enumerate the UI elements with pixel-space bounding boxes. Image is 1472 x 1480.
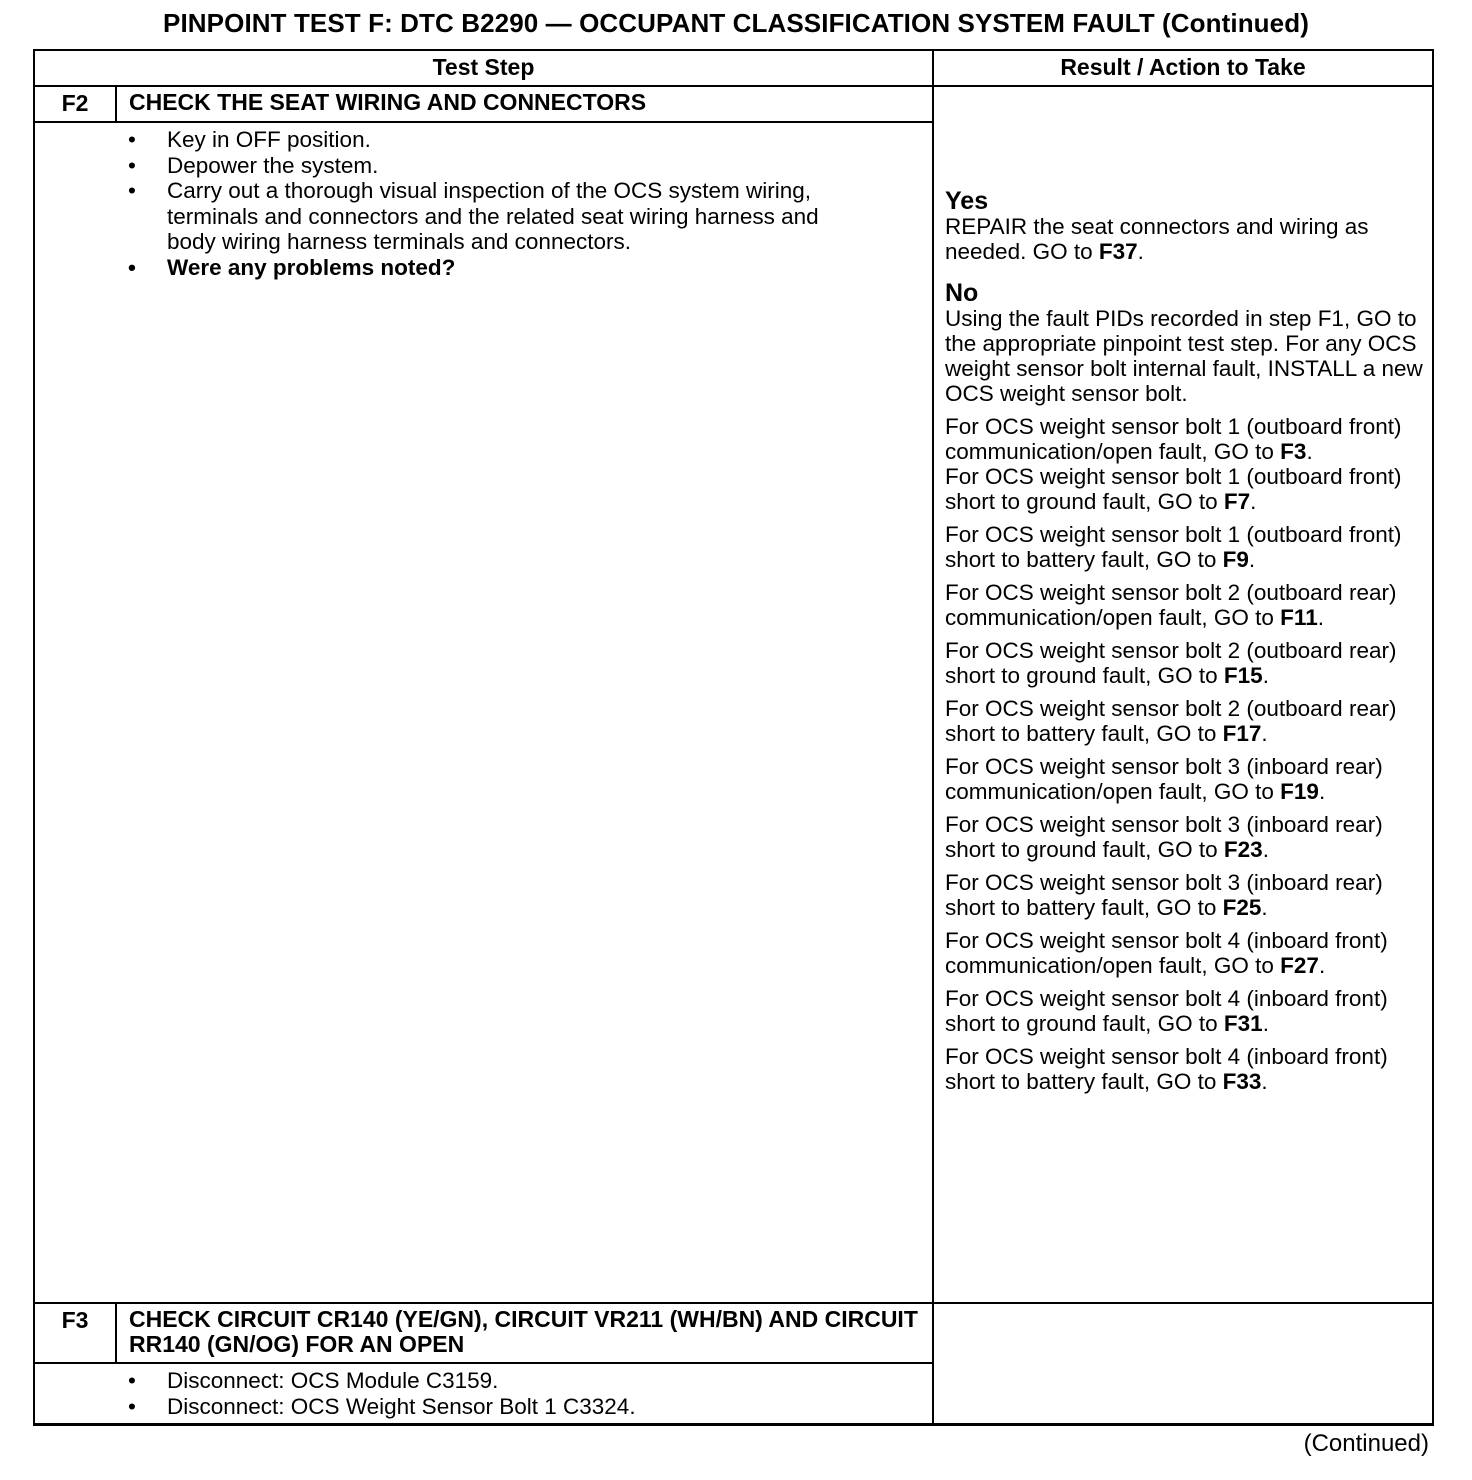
action-item: For OCS weight sensor bolt 4 (inboard front) short to battery fault, GO to F33. xyxy=(945,1044,1388,1094)
yes-text: REPAIR the seat connectors and wiring as needed. GO to xyxy=(945,214,1369,264)
instruction-item: • Key in OFF position. xyxy=(117,127,857,153)
action-text: For OCS weight sensor bolt 1 (outboard front) communication/open fault, GO to xyxy=(945,414,1402,464)
no-intro: Using the fault PIDs recorded in step F1, GO to the appropriate pinpoint test step. For any OCS weight sensor bolt internal fault, INSTALL a new OCS weight sensor bolt. xyxy=(945,306,1423,406)
action-item: For OCS weight sensor bolt 3 (inboard rear) short to ground fault, GO to F23. xyxy=(945,812,1383,862)
result-no xyxy=(945,280,1435,406)
action-ref: F25 xyxy=(1222,895,1262,920)
header-divider xyxy=(33,85,1434,87)
header-result: Result / Action to Take xyxy=(1060,54,1306,80)
action-ref: F31 xyxy=(1223,1011,1263,1036)
action-ref: F9 xyxy=(1222,547,1249,572)
action-text: For OCS weight sensor bolt 3 (inboard rear) short to battery fault, GO to xyxy=(945,870,1383,920)
action-ref: F27 xyxy=(1280,953,1319,978)
action-item: For OCS weight sensor bolt 4 (inboard front) communication/open fault, GO to F27. xyxy=(945,928,1388,978)
step-id-f3: F3 xyxy=(61,1307,89,1333)
yes-ref: F37 xyxy=(1098,239,1138,264)
step-id-divider-f3 xyxy=(115,1303,117,1364)
action-ref: F3 xyxy=(1280,439,1307,464)
step-f2-results xyxy=(945,188,1435,1102)
header-test-step: Test Step xyxy=(432,54,535,80)
f3-title-divider xyxy=(33,1362,933,1364)
action-text: For OCS weight sensor bolt 1 (outboard front) short to ground fault, GO to xyxy=(945,464,1402,514)
action-item: For OCS weight sensor bolt 2 (outboard rear) communication/open fault, GO to F11. xyxy=(945,580,1397,630)
action-text: For OCS weight sensor bolt 3 (inboard rear) short to ground fault, GO to xyxy=(945,812,1383,862)
column-divider xyxy=(932,49,934,1426)
action-ref: F19 xyxy=(1280,779,1319,804)
step-f2-instructions xyxy=(117,127,857,280)
instruction-item: • Carry out a thorough visual inspection of the OCS system wiring, terminals and connectors and the related seat wiring harness and body wiring harness terminals and connectors. xyxy=(117,178,857,255)
f2-f3-divider xyxy=(33,1302,1434,1304)
instruction-item: • Disconnect: OCS Module C3159. xyxy=(117,1368,877,1394)
f2-title-divider xyxy=(33,121,933,123)
action-ref: F33 xyxy=(1222,1069,1262,1094)
action-item: For OCS weight sensor bolt 3 (inboard rear) communication/open fault, GO to F19. xyxy=(945,754,1383,804)
action-text: For OCS weight sensor bolt 4 (inboard front) short to battery fault, GO to xyxy=(945,1044,1388,1094)
action-text: For OCS weight sensor bolt 4 (inboard front) short to ground fault, GO to xyxy=(945,986,1388,1036)
no-label: No xyxy=(945,279,979,307)
action-ref: F17 xyxy=(1222,721,1262,746)
action-ref: F11 xyxy=(1280,605,1318,630)
continued-footer: (Continued) xyxy=(1303,1430,1429,1457)
action-text: For OCS weight sensor bolt 3 (inboard rear) communication/open fault, GO to xyxy=(945,754,1383,804)
action-item: For OCS weight sensor bolt 2 (outboard rear) short to ground fault, GO to F15. xyxy=(945,638,1397,688)
action-text: For OCS weight sensor bolt 2 (outboard rear) short to battery fault, GO to xyxy=(945,696,1397,746)
action-text: For OCS weight sensor bolt 2 (outboard rear) short to ground fault, GO to xyxy=(945,638,1397,688)
action-item: For OCS weight sensor bolt 1 (outboard front) short to ground fault, GO to F7. xyxy=(945,464,1402,514)
action-item: For OCS weight sensor bolt 1 (outboard front) communication/open fault, GO to F3. xyxy=(945,414,1402,464)
page-title: PINPOINT TEST F: DTC B2290 — OCCUPANT CLASSIFICATION SYSTEM FAULT (Continued) xyxy=(163,8,1309,38)
action-item: For OCS weight sensor bolt 4 (inboard front) short to ground fault, GO to F31. xyxy=(945,986,1388,1036)
instruction-question: • Were any problems noted? xyxy=(117,255,857,281)
action-text: For OCS weight sensor bolt 4 (inboard front) communication/open fault, GO to xyxy=(945,928,1388,978)
step-f3-instructions xyxy=(117,1368,877,1419)
instruction-item: • Depower the system. xyxy=(117,153,857,179)
action-text: For OCS weight sensor bolt 1 (outboard front) short to battery fault, GO to xyxy=(945,522,1402,572)
action-text: For OCS weight sensor bolt 2 (outboard rear) communication/open fault, GO to xyxy=(945,580,1397,630)
step-id-divider-f2 xyxy=(115,86,117,122)
step-id-f2: F2 xyxy=(61,90,89,116)
action-item: For OCS weight sensor bolt 3 (inboard rear) short to battery fault, GO to F25. xyxy=(945,870,1383,920)
step-title-f2: CHECK THE SEAT WIRING AND CONNECTORS xyxy=(129,89,647,115)
action-item: For OCS weight sensor bolt 1 (outboard front) short to battery fault, GO to F9. xyxy=(945,522,1402,572)
action-ref: F7 xyxy=(1223,489,1251,514)
instruction-item: • Disconnect: OCS Weight Sensor Bolt 1 C3324. xyxy=(117,1394,877,1420)
action-ref: F23 xyxy=(1223,837,1263,862)
action-item: For OCS weight sensor bolt 2 (outboard rear) short to battery fault, GO to F17. xyxy=(945,696,1397,746)
action-ref: F15 xyxy=(1223,663,1263,688)
yes-label: Yes xyxy=(945,187,989,215)
result-yes: Yes REPAIR the seat connectors and wiring as needed. GO to F37. xyxy=(945,188,1435,264)
step-title-f3: CHECK CIRCUIT CR140 (YE/GN), CIRCUIT VR211 (WH/BN) AND CIRCUIT RR140 (GN/OG) FOR AN OPEN xyxy=(129,1306,918,1357)
